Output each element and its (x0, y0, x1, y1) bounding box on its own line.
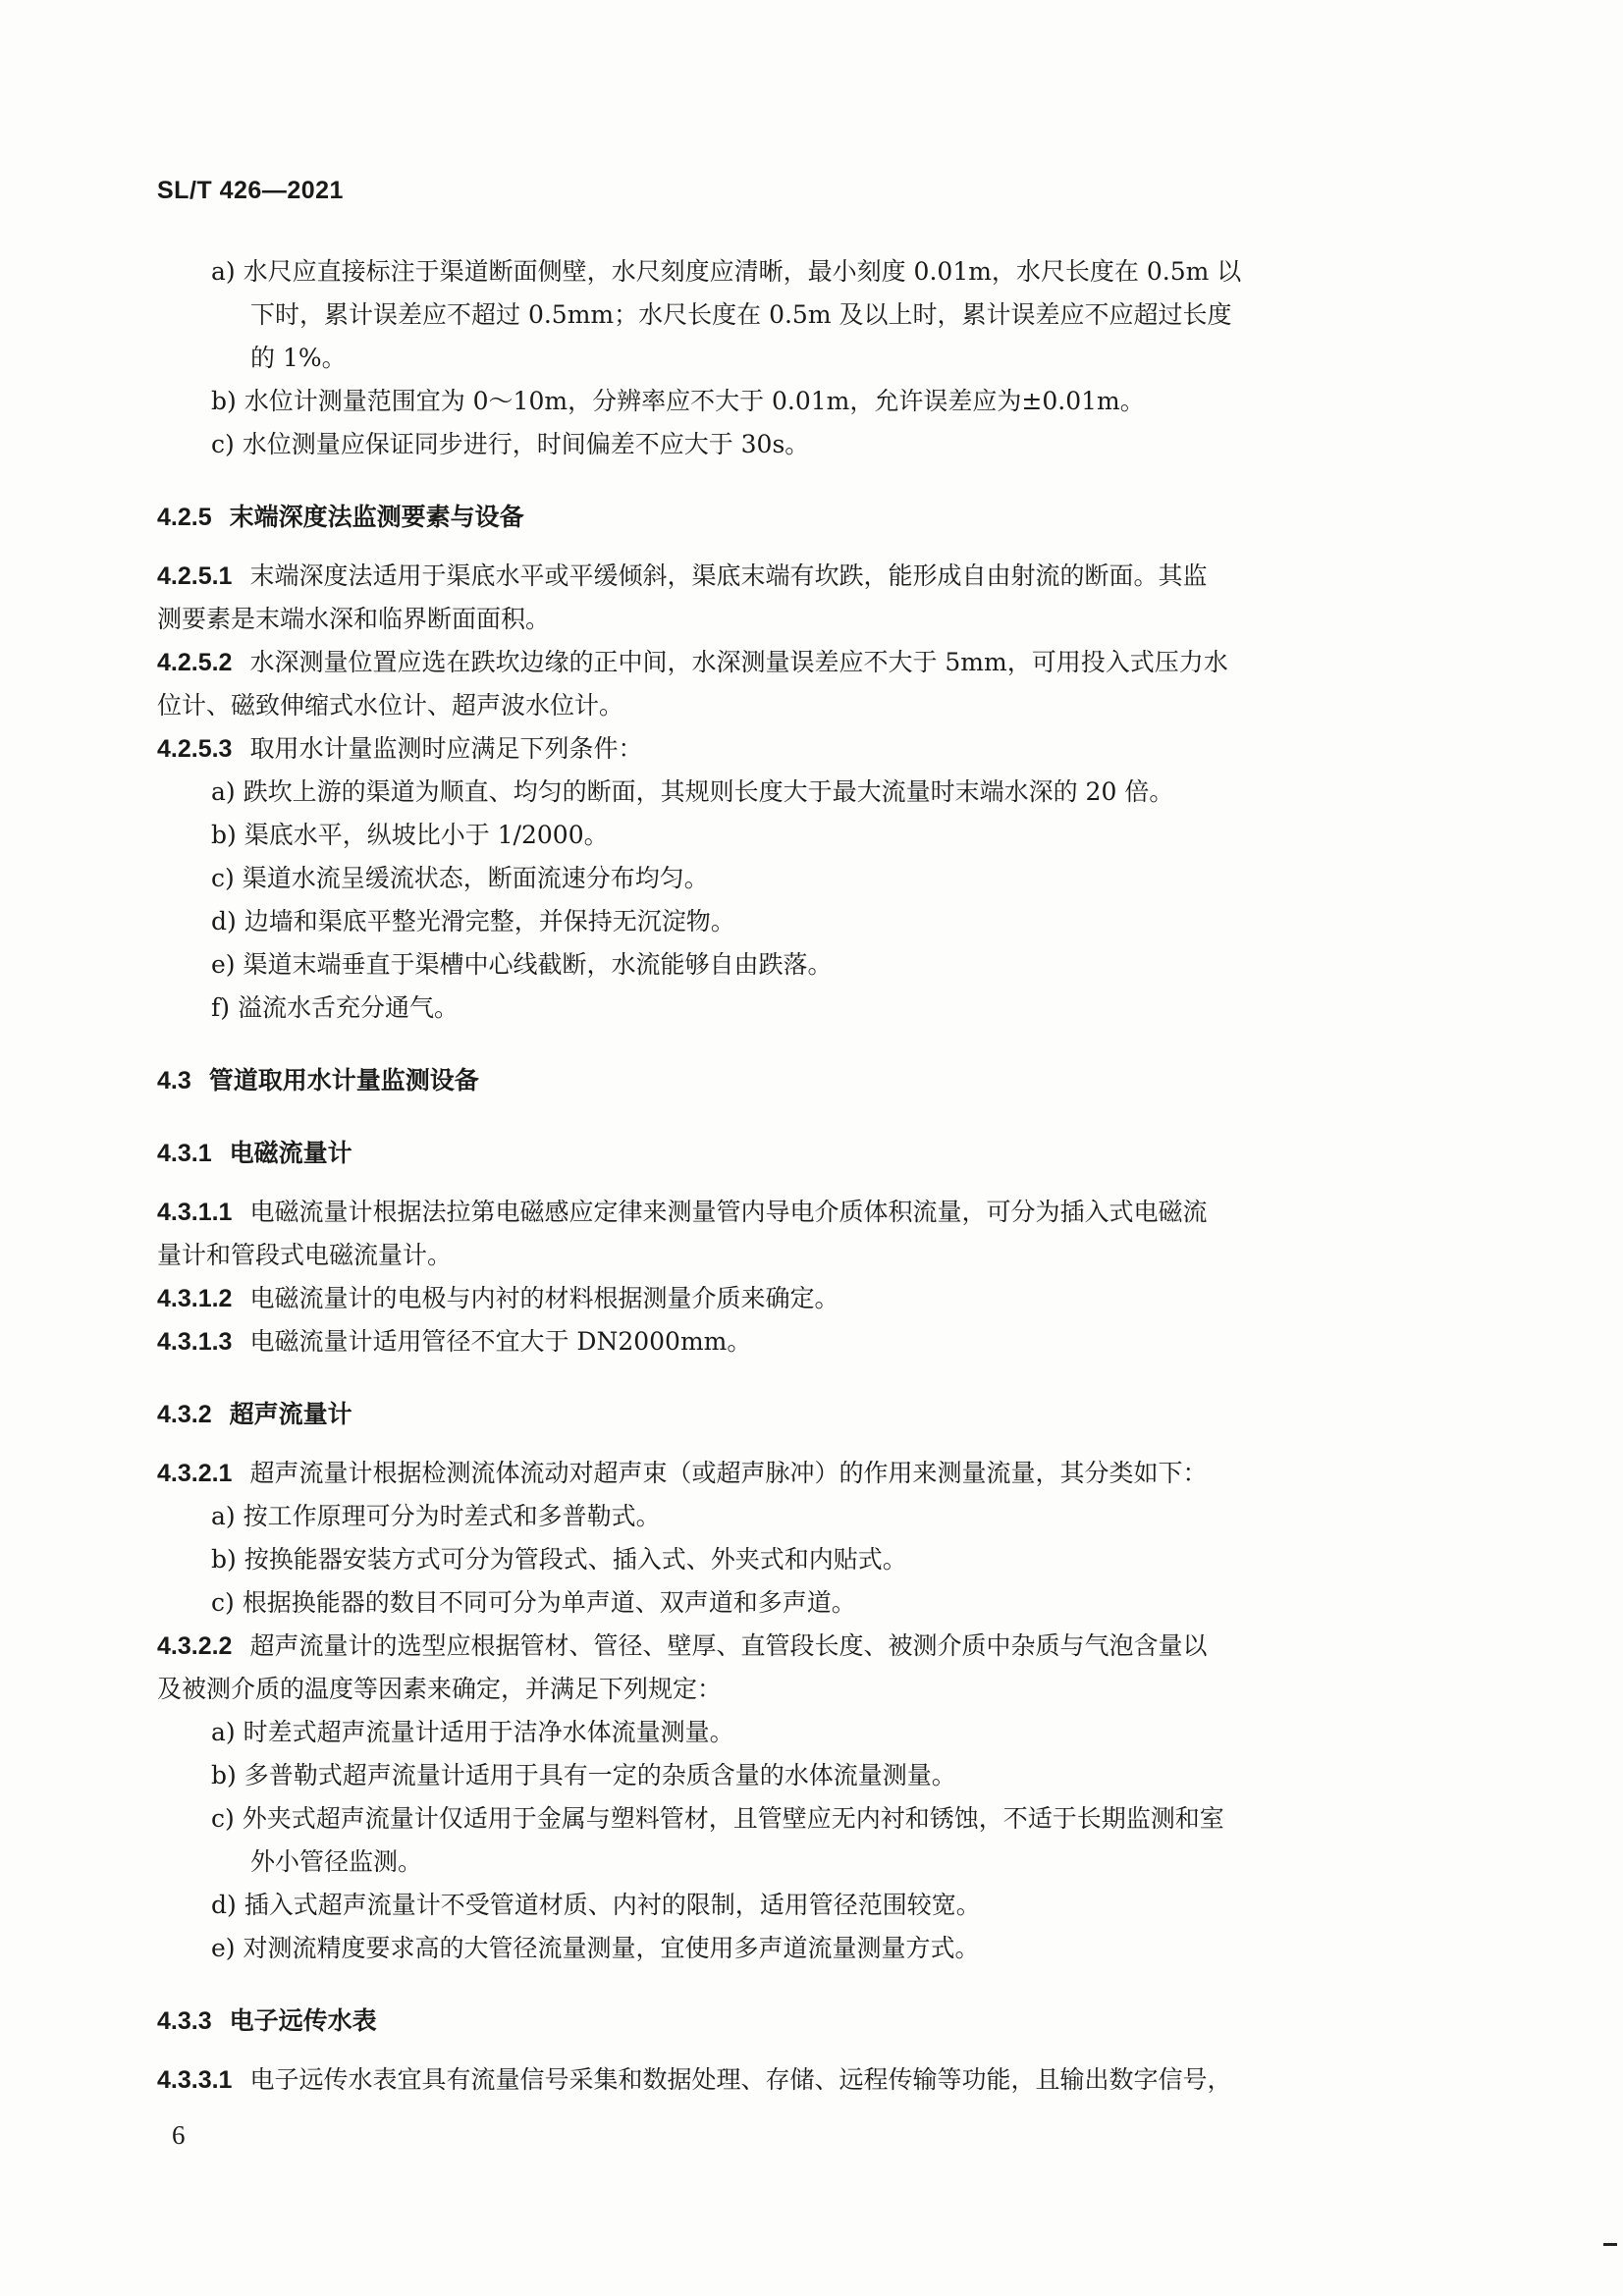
scan-edge-mark (1603, 2243, 1617, 2246)
text-line (157, 1668, 1424, 1711)
clause-number: 4.3.1.2 (157, 1285, 233, 1312)
clause-paragraph (157, 1191, 1424, 1234)
line-text: 取用水计量监测时应满足下列条件： (249, 734, 643, 763)
section-heading (157, 1132, 1424, 1175)
clause-paragraph (157, 1452, 1424, 1495)
list-item (157, 1711, 1424, 1754)
clause-number: 4.3.1.3 (157, 1328, 233, 1356)
list-item (157, 423, 1424, 466)
line-text: e) 对测流精度要求高的大管径流量测量，宜使用多声道流量测量方式。 (211, 1934, 980, 1962)
line-text: 下时，累计误差应不超过 0.5mm；水尺长度在 0.5m 及以上时，累计误差应不应超过长度 (250, 300, 1232, 329)
text-line (157, 294, 1424, 337)
list-item (157, 1495, 1424, 1538)
clause-number: 4.3.2.1 (157, 1460, 233, 1487)
clause-number: 4.2.5.2 (157, 649, 233, 676)
line-text: a) 水尺应直接标注于渠道断面侧壁，水尺刻度应清晰，最小刻度 0.01m，水尺长度在 0.5m 以 (211, 257, 1242, 286)
line-text: 测要素是末端水深和临界断面面积。 (157, 605, 551, 633)
line-text: 电子远传水表宜具有流量信号采集和数据处理、存储、远程传输等功能，且输出数字信号， (249, 2065, 1232, 2094)
line-text: f) 溢流水舌充分通气。 (211, 993, 459, 1022)
list-item (157, 1754, 1424, 1797)
line-text: b) 多普勒式超声流量计适用于具有一定的杂质含量的水体流量测量。 (211, 1761, 956, 1789)
list-item (157, 1581, 1424, 1625)
clause-paragraph (157, 2058, 1424, 2102)
line-text: c) 根据换能器的数目不同可分为单声道、双声道和多声道。 (211, 1588, 856, 1617)
line-text: a) 跌坎上游的渠道为顺直、均匀的断面，其规则长度大于最大流量时末端水深的 20 倍。 (211, 777, 1174, 806)
list-item (157, 1884, 1424, 1927)
section-heading (157, 2000, 1424, 2043)
line-text: a) 按工作原理可分为时差式和多普勒式。 (211, 1502, 661, 1530)
clause-paragraph (157, 555, 1424, 598)
line-text: d) 插入式超声流量计不受管道材质、内衬的限制，适用管径范围较宽。 (211, 1891, 981, 1919)
clause-paragraph (157, 1277, 1424, 1320)
clause-number: 4.3 (157, 1067, 191, 1095)
line-text: 水深测量位置应选在跌坎边缘的正中间，水深测量误差应不大于 5mm，可用投入式压力水 (249, 648, 1228, 676)
line-text: 电磁流量计适用管径不宜大于 DN2000mm。 (249, 1327, 752, 1356)
line-text: d) 边墙和渠底平整光滑完整，并保持无沉淀物。 (211, 907, 735, 935)
section-heading (157, 496, 1424, 539)
list-item (157, 943, 1424, 987)
list-item (157, 1797, 1424, 1841)
list-item (157, 771, 1424, 814)
line-text: c) 渠道水流呈缓流状态，断面流速分布均匀。 (211, 864, 709, 892)
line-text: 的 1%。 (250, 344, 347, 372)
text-line (157, 598, 1424, 641)
document-code: SL/T 426—2021 (157, 177, 344, 204)
line-text: 电磁流量计的电极与内衬的材料根据测量介质来确定。 (249, 1284, 839, 1312)
clause-number: 4.3.1 (157, 1140, 212, 1167)
line-text: 量计和管段式电磁流量计。 (157, 1241, 453, 1269)
clause-number: 4.2.5.1 (157, 562, 233, 590)
line-text: c) 水位测量应保证同步进行，时间偏差不应大于 30s。 (211, 430, 810, 458)
clause-paragraph (157, 1625, 1424, 1668)
clause-paragraph (157, 1320, 1424, 1363)
clause-number: 4.2.5.3 (157, 735, 233, 763)
list-item (157, 1538, 1424, 1581)
section-heading (157, 1393, 1424, 1436)
clause-number: 4.3.3 (157, 2007, 212, 2035)
line-text: 末端深度法适用于渠底水平或平缓倾斜，渠底末端有坎跌，能形成自由射流的断面。其监 (249, 561, 1208, 590)
list-item (157, 987, 1424, 1030)
clause-number: 4.3.1.1 (157, 1199, 233, 1226)
line-text: 超声流量计 (229, 1400, 352, 1428)
line-text: e) 渠道末端垂直于渠槽中心线截断，水流能够自由跌落。 (211, 950, 833, 979)
line-text: 外小管径监测。 (250, 1847, 423, 1876)
list-item (157, 857, 1424, 900)
line-text: 末端深度法监测要素与设备 (229, 503, 524, 531)
list-item (157, 814, 1424, 857)
line-text: 位计、磁致伸缩式水位计、超声波水位计。 (157, 691, 624, 720)
text-line (157, 1841, 1424, 1884)
list-item (157, 1927, 1424, 1970)
line-text: b) 水位计测量范围宜为 0～10m，分辨率应不大于 0.01m，允许误差应为±0.01m。 (211, 387, 1145, 415)
clause-paragraph (157, 641, 1424, 684)
text-line (157, 337, 1424, 380)
clause-paragraph (157, 727, 1424, 771)
text-line (157, 1234, 1424, 1277)
page-number: 6 (172, 2120, 186, 2150)
document-body (157, 250, 1424, 2102)
section-heading (157, 1059, 1424, 1102)
list-item (157, 380, 1424, 423)
line-text: 电子远传水表 (229, 2006, 377, 2035)
line-text: b) 按换能器安装方式可分为管段式、插入式、外夹式和内贴式。 (211, 1545, 907, 1574)
line-text: b) 渠底水平，纵坡比小于 1/2000。 (211, 821, 609, 849)
clause-number: 4.3.3.1 (157, 2066, 233, 2094)
clause-number: 4.3.2.2 (157, 1632, 233, 1660)
line-text: 及被测介质的温度等因素来确定，并满足下列规定： (157, 1675, 723, 1703)
list-item (157, 250, 1424, 294)
line-text: c) 外夹式超声流量计仅适用于金属与塑料管材，且管壁应无内衬和锈蚀，不适于长期监测和室 (211, 1804, 1224, 1833)
list-item (157, 900, 1424, 943)
line-text: a) 时差式超声流量计适用于洁净水体流量测量。 (211, 1718, 734, 1746)
clause-number: 4.3.2 (157, 1401, 212, 1428)
line-text: 超声流量计的选型应根据管材、管径、壁厚、直管段长度、被测介质中杂质与气泡含量以 (249, 1631, 1208, 1660)
clause-number: 4.2.5 (157, 504, 212, 531)
line-text: 管道取用水计量监测设备 (208, 1066, 479, 1095)
text-line (157, 684, 1424, 727)
line-text: 超声流量计根据检测流体流动对超声束（或超声脉冲）的作用来测量流量，其分类如下： (249, 1459, 1208, 1487)
line-text: 电磁流量计根据法拉第电磁感应定律来测量管内导电介质体积流量，可分为插入式电磁流 (249, 1198, 1208, 1226)
line-text: 电磁流量计 (229, 1139, 352, 1167)
